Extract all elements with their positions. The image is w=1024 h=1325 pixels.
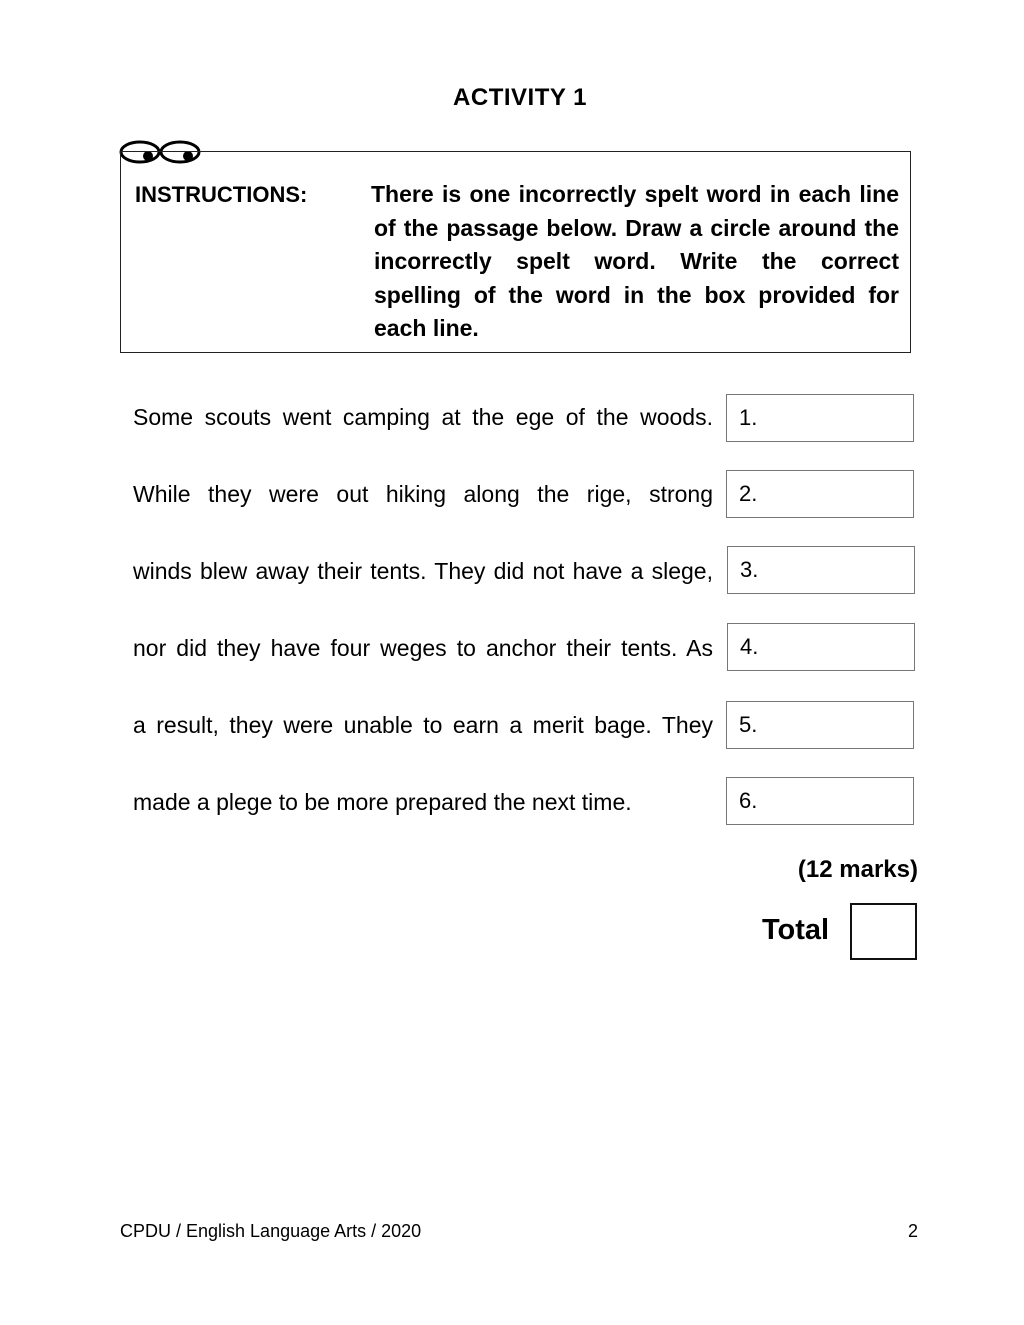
answer-box-5[interactable] [726,701,914,749]
passage-line-4: nor did they have four weges to anchor their tents. As [133,635,713,661]
answer-box-4[interactable] [727,623,915,671]
instructions-label: INSTRUCTIONS: [135,182,308,207]
answer-label: 6. [739,788,758,813]
answer-label: 4. [740,634,759,659]
marks-label: (12 marks) [797,856,918,883]
answer-box-3[interactable] [727,546,915,594]
instructions-text: There is one incorrectly spelt word in each line of the passage below. Draw a circle around the incorrectly spelt word. Write the correct spelling of the word in the box provided for each line. [371,181,899,341]
answer-box-2[interactable] [726,470,914,518]
passage-line-6: made a plege to be more prepared the next time. [133,789,632,815]
activity-title: ACTIVITY 1 [453,84,587,111]
passage-line-3: winds blew away their tents. They did not have a slege, [133,558,713,584]
passage-line-5: a result, they were unable to earn a merit bage. They [133,712,713,738]
footer-text: CPDU / English Language Arts / 2020 [120,1221,422,1241]
total-score-box[interactable] [850,903,917,960]
answer-label: 5. [739,712,758,737]
instructions-box [120,151,911,353]
answer-box-1[interactable] [726,394,914,442]
passage-line-2: While they were out hiking along the rige, strong [133,481,713,507]
answer-box-6[interactable] [726,777,914,825]
passage-line-1: Some scouts went camping at the ege of the woods. [133,404,713,430]
answer-label: 1. [739,405,758,430]
answer-label: 3. [740,557,759,582]
page-number: 2 [907,1221,918,1241]
total-label: Total [762,914,830,946]
answer-label: 2. [739,481,758,506]
